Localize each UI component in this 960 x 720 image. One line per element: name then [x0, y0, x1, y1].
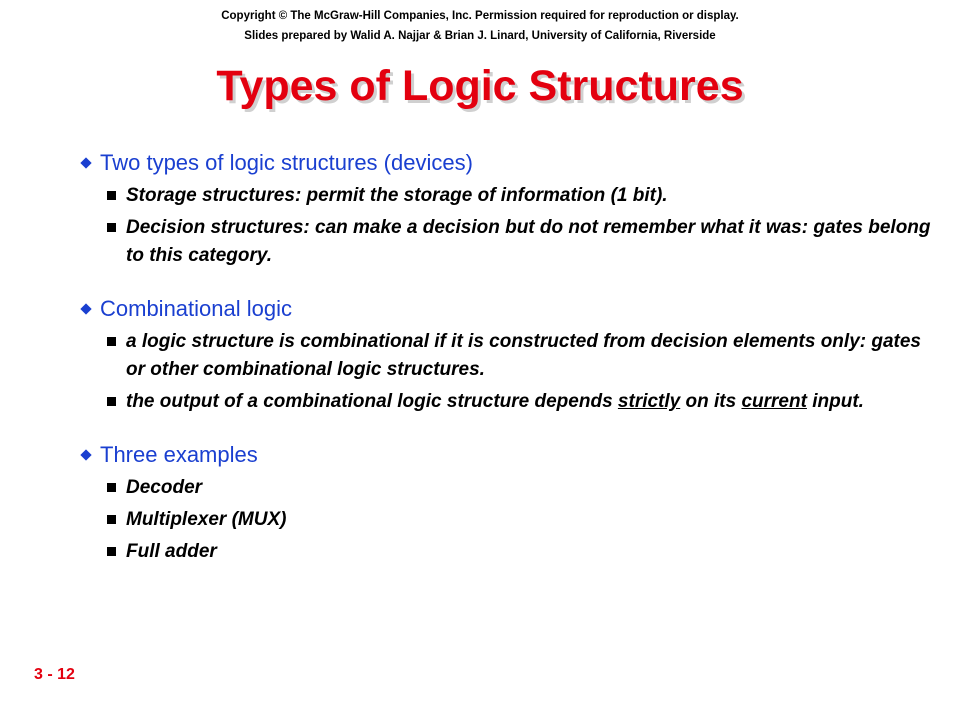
- underlined-word-strictly: strictly: [617, 391, 681, 412]
- section-heading: [80, 440, 935, 470]
- list-item-text: Multiplexer (MUX): [126, 509, 287, 530]
- section-combinational-logic: [80, 294, 935, 416]
- list-item-text: Decision structures: can make a decision but do not remember what it was: gates belong to this category.: [126, 217, 931, 266]
- list-item: [80, 182, 935, 210]
- slide-title: Types of Logic Structures: [216, 62, 744, 110]
- text-part: the output of a combinational logic structure depends: [126, 391, 618, 412]
- list-item-text: Decoder: [126, 477, 203, 498]
- list-item: [80, 474, 935, 502]
- copyright-line-1: Copyright © The McGraw-Hill Companies, Inc. Permission required for reproduction or display.: [221, 10, 739, 22]
- square-bullet-icon: [107, 337, 116, 346]
- square-bullet-icon: [107, 547, 116, 556]
- diamond-bullet-icon: [80, 449, 91, 460]
- list-item-text: Storage structures: permit the storage of information (1 bit).: [126, 185, 668, 206]
- list-item-text: a logic structure is combinational if it is constructed from decision elements only: gates or other combinational logic structures.: [126, 331, 922, 380]
- bullet-list: [80, 148, 935, 590]
- list-item: [80, 506, 935, 534]
- page-number: 3 - 12: [34, 666, 75, 683]
- square-bullet-icon: [107, 397, 116, 406]
- list-item-text: [126, 391, 864, 412]
- diamond-bullet-icon: [80, 303, 91, 314]
- copyright-line-2: Slides prepared by Walid A. Najjar & Brian J. Linard, University of California, Riverside: [244, 30, 716, 42]
- text-part: input.: [806, 391, 864, 412]
- square-bullet-icon: [107, 515, 116, 524]
- section-heading-text: Two types of logic structures (devices): [100, 150, 473, 175]
- list-item: [80, 538, 935, 566]
- section-heading-text: Three examples: [100, 442, 258, 467]
- section-heading: [80, 294, 935, 324]
- list-item: [80, 214, 935, 270]
- section-logic-structure-types: [80, 148, 935, 270]
- square-bullet-icon: [107, 223, 116, 232]
- underlined-word-current: current: [741, 391, 807, 412]
- diamond-bullet-icon: [80, 157, 91, 168]
- section-heading: [80, 148, 935, 178]
- list-item: [80, 328, 935, 384]
- section-examples: [80, 440, 935, 566]
- list-item-text: Full adder: [126, 541, 217, 562]
- section-heading-text: Combinational logic: [100, 296, 292, 321]
- copyright-notice: [0, 6, 960, 46]
- square-bullet-icon: [107, 191, 116, 200]
- list-item: [80, 388, 935, 416]
- square-bullet-icon: [107, 483, 116, 492]
- text-part: on its: [680, 391, 742, 412]
